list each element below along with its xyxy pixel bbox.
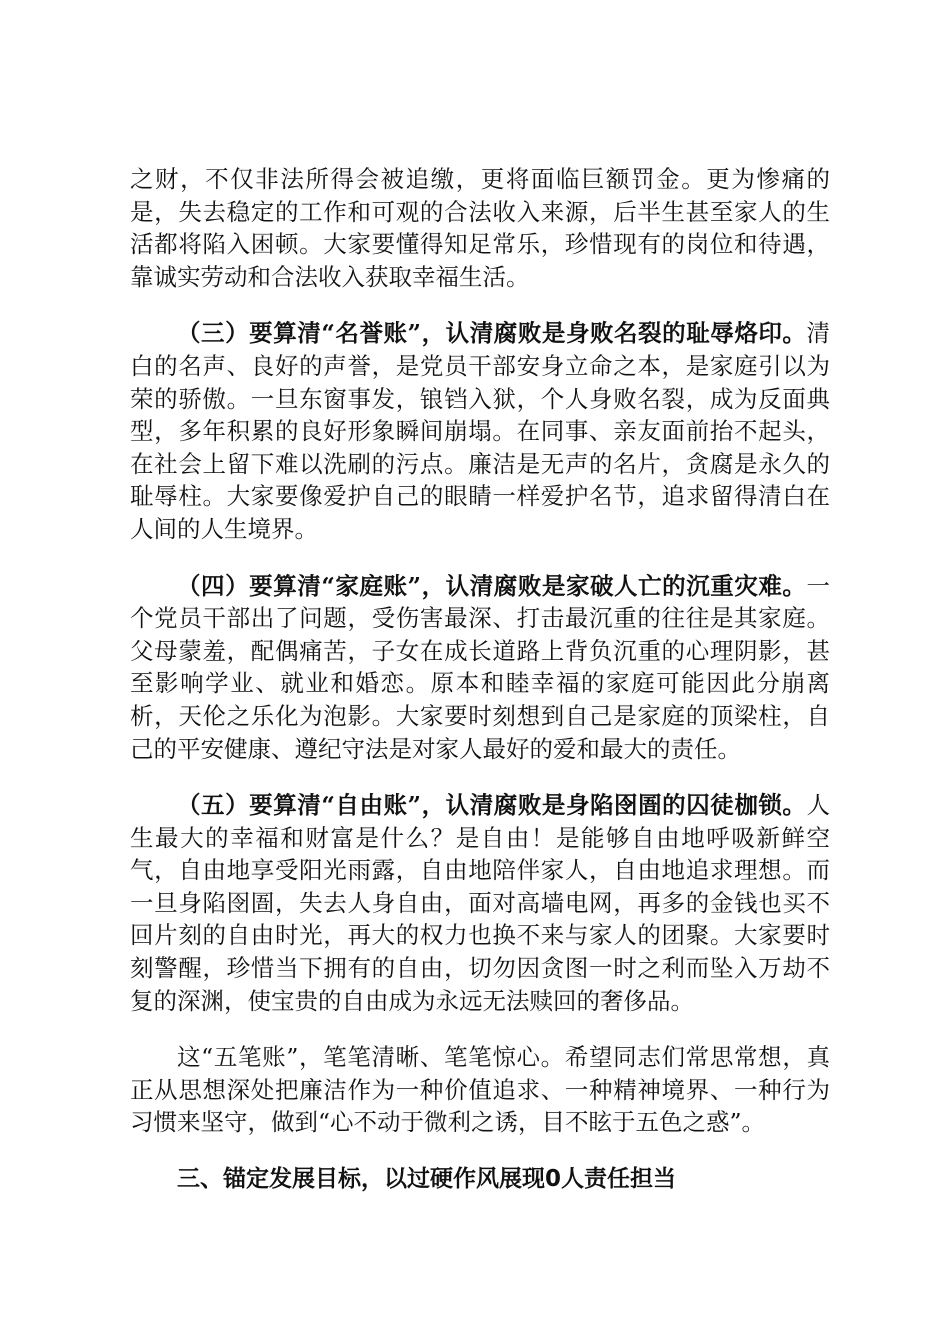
section-heading: 三、锚定发展目标，以过硬作风展现0人责任担当 bbox=[177, 1166, 677, 1193]
paragraph-text: 之财，不仅非法所得会被追缴，更将面临巨额罚金。更为惨痛的是，失去稳定的工作和可观的合法收入来源，后半生甚至家人的生活都将陷入困顿。大家要懂得知足常乐，珍惜现有的岗位和待遇，靠诚实劳动和合法收入获取幸福生活。 bbox=[130, 165, 830, 291]
paragraph-text: 这“五笔账”，笔笔清晰、笔笔惊心。希望同志们常思常想，真正从思想深处把廉洁作为一种价值追求、一种精神境界、一种行为习惯来坚守，做到“心不动于微利之诱，目不眩于五色之惑”。 bbox=[130, 1043, 830, 1137]
paragraph-family-account bbox=[130, 570, 830, 766]
paragraph-lead: （四）要算清“家庭账”，认清腐败是家破人亡的沉重灾难。 bbox=[177, 571, 807, 600]
paragraph-text: 清白的名声、良好的声誉，是党员干部安身立命之本，是家庭引以为荣的骄傲。一旦东窗事发，锒铛入狱，个人身败名裂，成为反面典型，多年积累的良好形象瞬间崩塌。在同事、亲友面前抬不起头，在社会上留下难以洗刷的污点。廉洁是无声的名片，贪腐是永久的耻辱柱。大家要像爱护自己的眼睛一样爱护名节，追求留得清白在人间的人生境界。 bbox=[130, 319, 830, 543]
paragraph-text: 人生最大的幸福和财富是什么？是自由！是能够自由地呼吸新鲜空气，自由地享受阳光雨露，自由地陪伴家人，自由地追求理想。而一旦身陷囹圄，失去人身自由，面对高墙电网，再多的金钱也买不回片刻的自由时光，再大的权力也换不来与家人的团聚。大家要时刻警醒，珍惜当下拥有的自由，切勿因贪图一时之利而坠入万劫不复的深渊，使宝贵的自由成为永远无法赎回的奢侈品。 bbox=[130, 791, 830, 1015]
document-body bbox=[130, 163, 830, 1196]
paragraph-continuation bbox=[130, 163, 830, 293]
paragraph-freedom-account bbox=[130, 789, 830, 1017]
paragraph-summary bbox=[130, 1041, 830, 1139]
paragraph-text: 一个党员干部出了问题，受伤害最深、打击最沉重的往往是其家庭。父母蒙羞，配偶痛苦，子女在成长道路上背负沉重的心理阴影，甚至影响学业、就业和婚恋。原本和睦幸福的家庭可能因此分崩离析，天伦之乐化为泡影。大家要时刻想到自己是家庭的顶梁柱，自己的平安健康、遵纪守法是对家人最好的爱和最大的责任。 bbox=[130, 571, 830, 763]
paragraph-reputation-account bbox=[130, 317, 830, 545]
paragraph-lead: （五）要算清“自由账”，认清腐败是身陷囹圄的囚徒枷锁。 bbox=[177, 791, 807, 820]
paragraph-lead: （三）要算清“名誉账”，认清腐败是身败名裂的耻辱烙印。 bbox=[177, 319, 807, 348]
